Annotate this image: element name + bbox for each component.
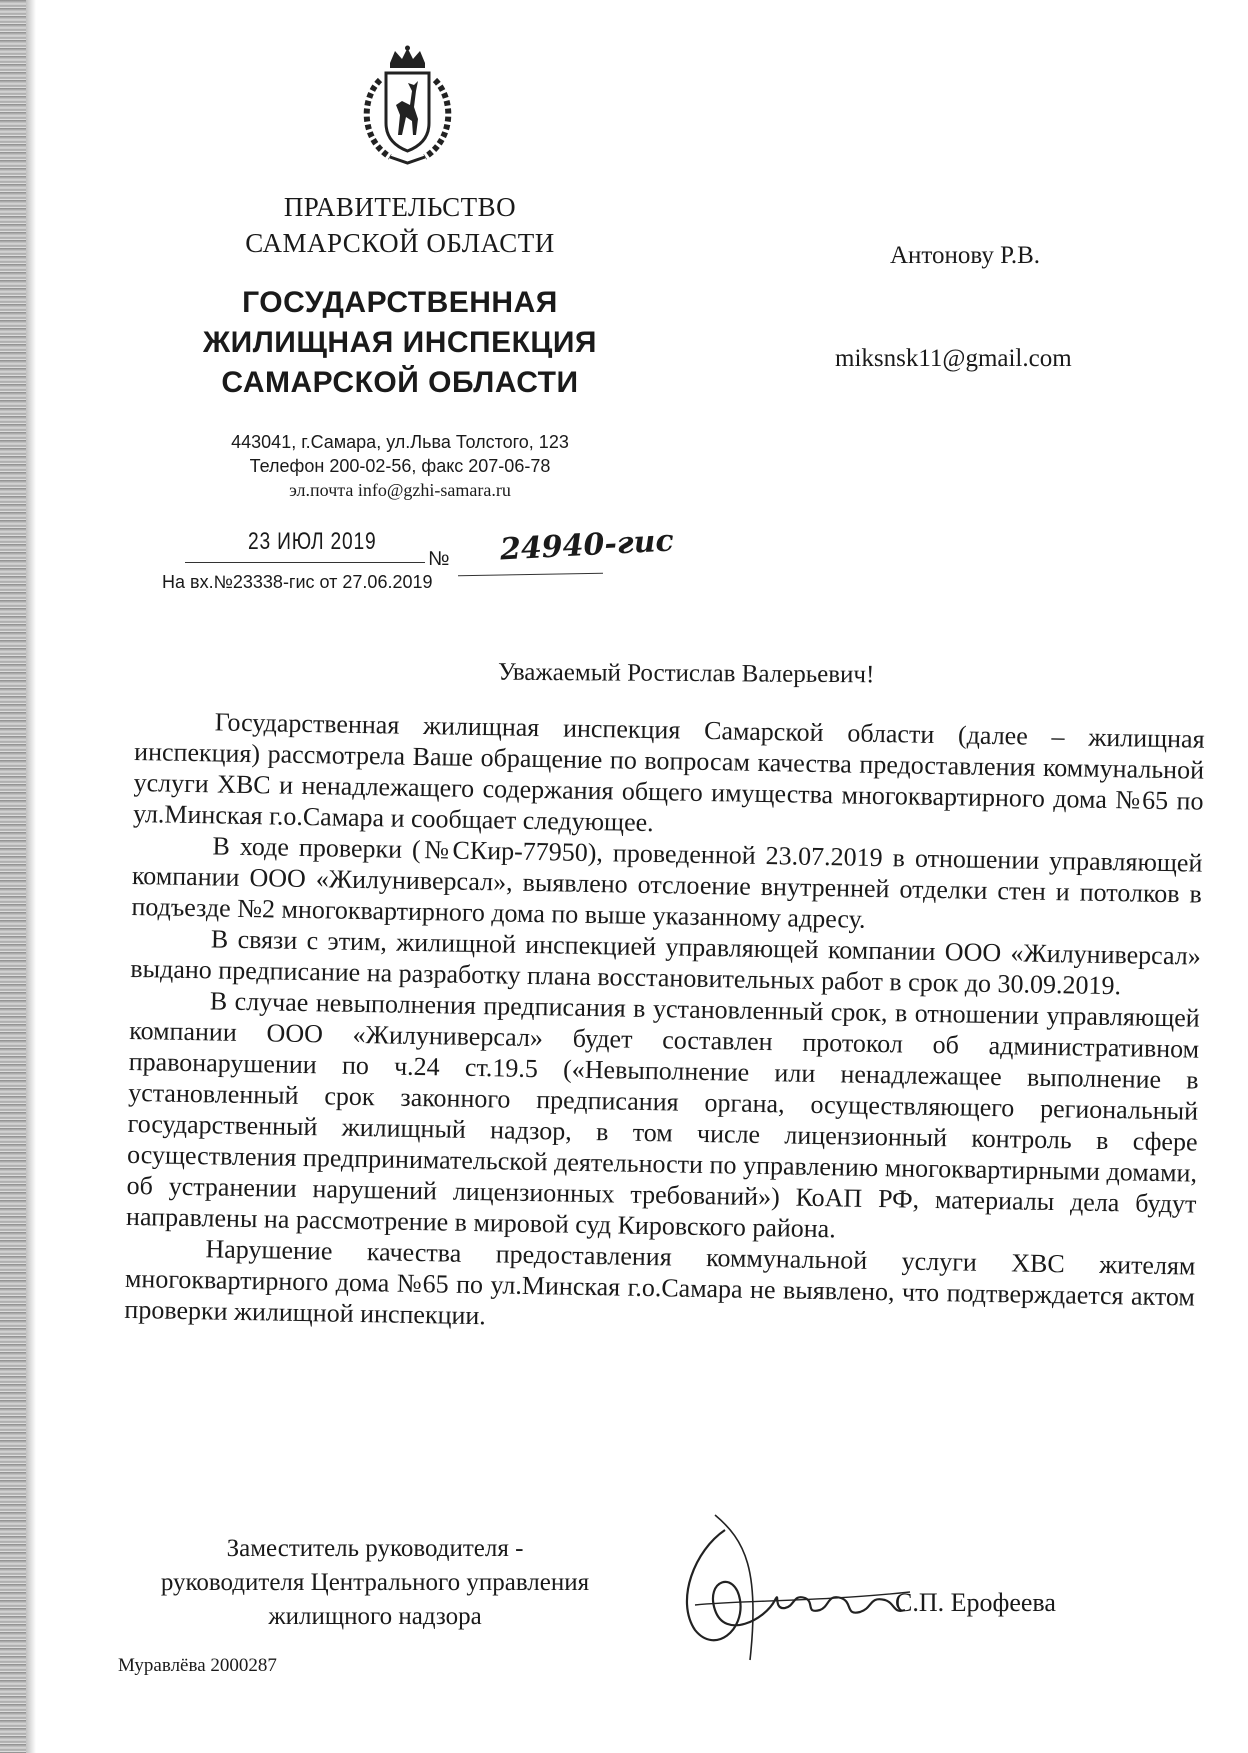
handwritten-signature-icon <box>655 1510 925 1670</box>
scan-edge-shadow <box>0 0 26 1753</box>
body-paragraph: В случае невыполнения предписания в установленный срок, в отношении управляющей компании ООО «Жилуниверсал» будет составлен протокол об административном правонарушении по ч.24 ст.19.5 («Невыполнение или ненадлежащее выполнение в установленный срок законного предписания органа, осуществляющего региональный государственный жилищный надзор, в том числе лицензионный контроль в сфере осуществления предпринимательской деятельности по управлению многоквартирными домами, об устранении нарушений лицензионных требований») КоАП РФ, материалы дела будут направлены на рассмотрение в мировой суд Кировского района. <box>125 986 1200 1244</box>
signer-title-line1: Заместитель руководителя - <box>226 1535 524 1562</box>
signer-name: С.П. Ерофеева <box>895 1588 1056 1617</box>
body-paragraph: В ходе проверки (№СКир-77950), проведенной 23.07.2019 в отношении управляющей компании ООО «Жилуниверсал», выявлено отслоение внутренней отделки стен и потолков в подъезде №2 многоквартирного дома по выше указанному адресу. <box>131 831 1203 934</box>
government-title: ПРАВИТЕЛЬСТВО <box>283 192 517 222</box>
body-paragraph: Государственная жилищная инспекция Самарской области (далее – жилищная инспекция) рассмотрела Ваше обращение по вопросам качества предоставления коммунальной услуги ХВС и ненадлежащего содержания общего имущества многоквартирного дома №65 по ул.Минская г.о.Самара и сообщает следующее. <box>132 707 1205 838</box>
body-paragraph: Нарушение качества предоставления коммунальной услуги ХВС жителям многоквартирного дома №65 по ул.Минская г.о.Самара не выявлено, что подтверждается актом проверки жилищной инспекции. <box>124 1234 1196 1331</box>
samara-coat-of-arms-icon <box>350 45 465 165</box>
body-paragraph: В связи с этим, жилищной инспекцией управляющей компании ООО «Жилуниверсал» выдано предписание на разработку плана восстановительных работ в срок до 30.09.2019. <box>130 924 1202 1001</box>
inspection-title-line1: ГОСУДАРСТВЕННАЯ <box>242 286 558 319</box>
registration-number: 24940-гис <box>499 523 675 568</box>
number-sign: № <box>428 548 450 570</box>
incoming-reference: На вх.№23338-гис от 27.06.2019 <box>162 572 433 592</box>
inspection-title-line3: САМАРСКОЙ ОБЛАСТИ <box>221 366 579 399</box>
date-underline <box>185 562 425 563</box>
registration-date-stamp: 23 ИЮЛ 2019 <box>248 528 377 555</box>
salutation: Уважаемый Ростислав Валерьевич! <box>497 658 875 689</box>
inspection-title-line2: ЖИЛИЩНАЯ ИНСПЕКЦИЯ <box>203 326 597 359</box>
recipient-email: miksnsk11@gmail.com <box>835 345 1072 372</box>
executor-note: Муравлёва 2000287 <box>118 1655 277 1676</box>
letter-body <box>124 705 1205 1344</box>
recipient-name: Антонову Р.В. <box>890 242 1041 269</box>
letterhead-address: 443041, г.Самара, ул.Льва Толстого, 123 <box>231 432 569 452</box>
signer-title-line2: руководителя Центрального управления <box>160 1569 590 1596</box>
signer-title-line3: жилищного надзора <box>268 1603 482 1630</box>
letterhead-email: эл.почта info@gzhi-samara.ru <box>289 480 511 500</box>
government-region: САМАРСКОЙ ОБЛАСТИ <box>245 228 555 258</box>
number-underline <box>458 573 603 577</box>
letterhead-phone: Телефон 200-02-56, факс 207-06-78 <box>249 456 551 476</box>
scan-edge-gradient <box>26 0 36 1753</box>
